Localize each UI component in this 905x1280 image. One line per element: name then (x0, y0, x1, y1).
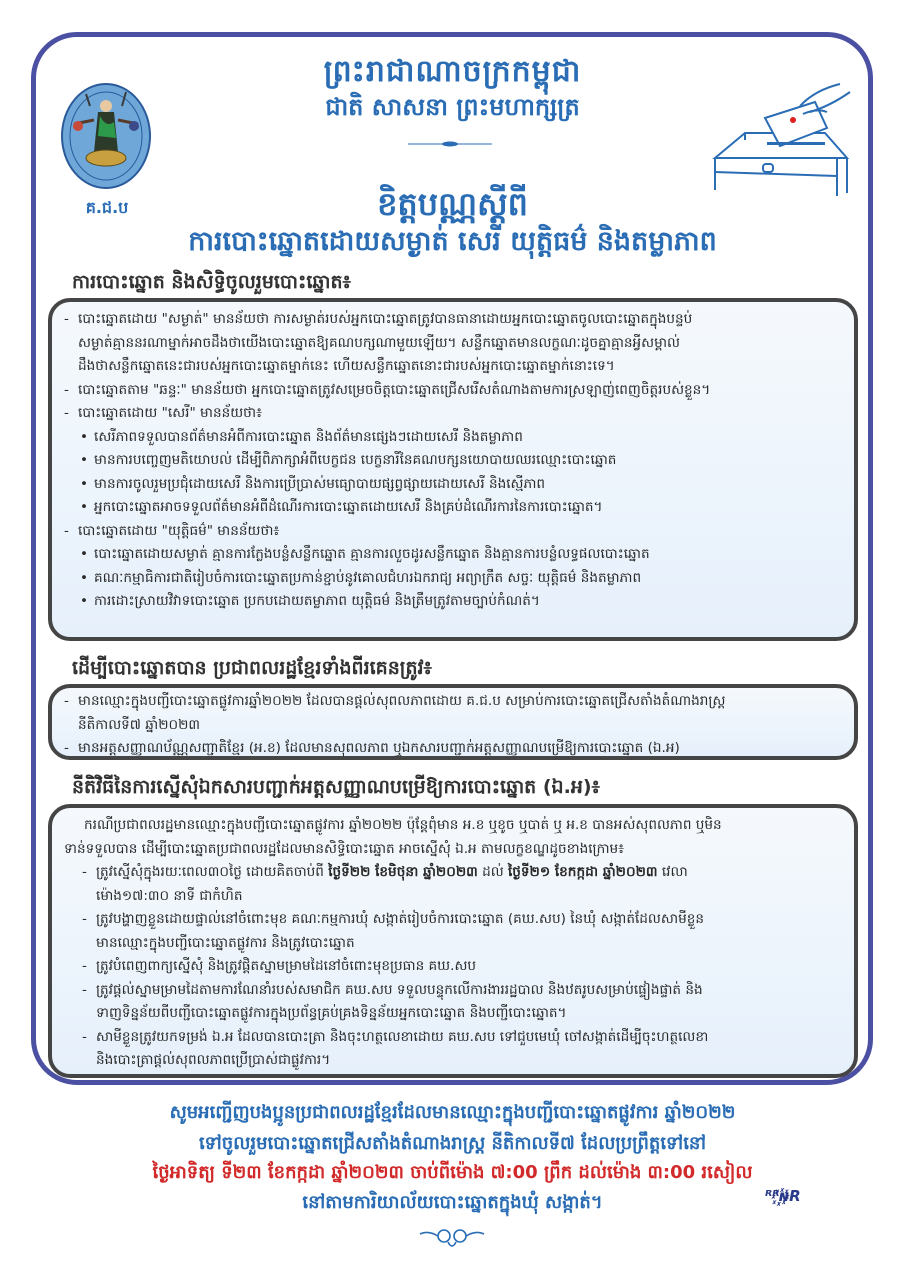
list-item: - ត្រូវបង្ហាញខ្លួនដោយផ្ទាល់នៅចំពោះមុខ គណៈកម្មការឃុំ សង្កាត់រៀបចំការបោះឆ្នោត (គឃ.សប) នៃឃុំ សង្កាត់ដែលសាមីខ្លួន (82, 911, 704, 927)
footer-election-date: ថ្ងៃអាទិត្យ ទី២៣ ខែកក្កដា ឆ្នាំ២០២៣ ចាប់ពីម៉ោង ៧:00 ព្រឹក ដល់ម៉ោង ៣:00 រសៀល (152, 1162, 753, 1183)
list-item: - បោះឆ្នោតតាម "ឆន្ទៈ" មានន័យថា អ្នកបោះឆ្នោតត្រូវសម្រេចចិត្តបោះឆ្នោតជ្រើសរើសតំណាងតាមការស្រឡាញ់ពេញចិត្តរបស់ខ្លួន។ (64, 381, 711, 398)
list-item-continued: ដឹងថាសន្លឹកឆ្នោតនេះជារបស់អ្នកបោះឆ្នោតម្នាក់នេះ ហើយសន្លឹកឆ្នោតនោះជារបស់អ្នកបោះឆ្នោតម្នាក់នោះទេ។ (78, 358, 615, 374)
bullet-item: • មានការចូលរួមប្រជុំដោយសេរី និងការប្រើប្រាស់មធ្យោបាយផ្សព្វផ្សាយដោយសេរី និងស្មើភាព (64, 473, 840, 497)
id-procedure-box (48, 804, 858, 1078)
logo-caption: គ.ជ.ប (85, 198, 129, 217)
document-subtitle: ការបោះឆ្នោតដោយសម្ងាត់ សេរី យុត្តិធម៌ និងតម្លាភាព (188, 226, 717, 257)
list-item: - ត្រូវបំពេញពាក្យស្នើសុំ និងត្រូវផ្តិតស្នាមម្រាមដៃនៅចំពោះមុខប្រធាន គឃ.សប (82, 958, 477, 974)
list-item-continued: មានឈ្មោះក្នុងបញ្ជីបោះឆ្នោតផ្លូវការ និងត្រូវបោះឆ្នោត (96, 934, 355, 951)
signature-mark: ᴿᴿ꙰ɴR (765, 1187, 801, 1205)
footer-location: នៅតាមការិយាល័យបោះឆ្នោតក្នុងឃុំ សង្កាត់។ (302, 1192, 603, 1213)
list-item: - ត្រូវស្នើសុំក្នុងរយៈពេល៣០ថ្ងៃ ដោយគិតចាប់ពី ថ្ងៃទី២២ ខែមិថុនា ឆ្នាំ២០២៣ ដល់ ថ្ងៃទី២១ ខែកក្កដា ឆ្នាំ២០២៣ វេលា (82, 864, 688, 880)
voter-requirements-box (48, 684, 858, 760)
kingdom-title: ព្រះរាជាណាចក្រកម្ពុជា (323, 54, 582, 89)
bullet-item: • អ្នកបោះឆ្នោតអាចទទួលព័ត៌មានអំពីដំណើរការបោះឆ្នោតដោយសេរី និងគ្រប់ដំណើរការនៃការបោះឆ្នោត។ (64, 496, 840, 520)
list-item-continued: ម៉ោង១៧:៣០ នាទី ជាកំហិត (96, 887, 243, 904)
start-date: ថ្ងៃទី២២ ខែមិថុនា ឆ្នាំ២០២៣ (328, 864, 478, 880)
document-title: ខិត្តបណ្ណស្តីពី (377, 185, 528, 223)
list-item-continued: នីតិកាលទី៧ ឆ្នាំ២០២៣ (78, 716, 201, 733)
bullet-item: • គណៈកម្មាធិការជាតិរៀបចំការបោះឆ្នោតប្រកាន់ខ្ជាប់នូវគោលជំហរឯករាជ្យ អព្យាក្រឹត សច្ចៈ យុត្តិធម៌ និងតម្លាភាព (64, 567, 840, 591)
section-heading-voter-requirements: ដើម្បីបោះឆ្នោតបាន ប្រជាពលរដ្ឋខ្មែរទាំងពីរគេនត្រូវ៖ (72, 657, 432, 679)
bullet-item: • ការដោះស្រាយវិវាទបោះឆ្នោត ប្រកបដោយតម្លាភាព យុត្តិធម៌ និងត្រឹមត្រូវតាមច្បាប់កំណត់។ (64, 590, 840, 614)
footer-election-info: ទៅចូលរួមបោះឆ្នោតជ្រើសតាំងតំណាងរាស្រ្ត នីតិកាលទី៧ ដែលប្រព្រឹត្តទៅនៅ (198, 1133, 707, 1154)
list-item-continued: សម្ងាត់គ្មាននរណាម្នាក់អាចដឹងថាយើងបោះឆ្នោតឱ្យគណបក្សណាមួយឡើយ។ សន្លឹកឆ្នោតមានលក្ខណៈដូចគ្នាគ្មានអ្វីសម្គាល់ (78, 334, 681, 351)
list-item: - មានអត្តសញ្ញាណប័ណ្ណសញ្ជាតិខ្មែរ (អ.ខ) ដែលមានសុពលភាព ឬឯកសារបញ្ជាក់អត្តសញ្ញាណបម្រើឱ្យការបោះឆ្នោត (ឯ.អ) (64, 740, 680, 756)
section-heading-id-procedure: នីតិវិធីនៃការស្នើសុំឯកសារបញ្ជាក់អត្តសញ្ញាណបម្រើឱ្យការបោះឆ្នោត (ឯ.អ)៖ (72, 776, 600, 798)
ballot-box-icon (705, 78, 855, 203)
bullet-item: • មានការបញ្ចេញមតិយោបល់ ដើម្បីពិភាក្សាអំពីបេក្ខជន បេក្ខនារីនៃគណបក្សនយោបាយឈរឈ្មោះបោះឆ្នោត (64, 449, 840, 473)
ornament-flourish-icon (418, 1226, 486, 1250)
list-item: - បោះឆ្នោតដោយ "យុត្តិធម៌" មានន័យថា៖ (64, 522, 280, 539)
intro-text: ករណីប្រជាពលរដ្ឋមានឈ្មោះក្នុងបញ្ជីបោះឆ្នោតផ្លូវការ ឆ្នាំ២០២២ ប៉ុន្តែពុំមាន អ.ខ ឬខូច ឬបាត់ ឬ អ.ខ បានអស់សុពលភាព ឬមិន (84, 817, 722, 833)
section-heading-voting-rights: ការបោះឆ្នោត និងសិទ្ធិចូលរួមបោះឆ្នោត៖ (72, 271, 351, 293)
list-item: - សាមីខ្លួនត្រូវយកទម្រង់ ឯ.អ ដែលបានបោះត្រា និងចុះហត្ថលេខាដោយ គឃ.សប ទៅជួបមេឃុំ ចៅសង្កាត់ដើម្បីចុះហត្ថលេខា (82, 1028, 709, 1045)
list-item: - បោះឆ្នោតដោយ "សេរី" មានន័យថា៖ (64, 405, 263, 421)
end-date: ថ្ងៃទី២១ ខែកក្កដា ឆ្នាំ២០២៣ (507, 864, 658, 880)
footer-invitation: សូមអញ្ជើញបងប្អូនប្រជាពលរដ្ឋខ្មែរដែលមានឈ្មោះក្នុងបញ្ជីបោះឆ្នោតផ្លូវការ ឆ្នាំ២០២២ (169, 1102, 736, 1123)
bullet-item: • បោះឆ្នោតដោយសម្ងាត់ គ្មានការក្លែងបន្លំសន្លឹកឆ្នោត គ្មានការលួចដូរសន្លឹកឆ្នោត និងគ្មានការបន្លំលទ្ធផលបោះឆ្នោត (64, 543, 840, 567)
list-item: - ត្រូវផ្តល់ស្នាមម្រាមដៃតាមការណែនាំរបស់សមាជិក គឃ.សប ទទួលបន្ទុកលើការងាររដ្ឋបាល និងឋតរូបសម្រាប់ផ្ទៀងផ្ទាត់ និង (82, 981, 703, 998)
ornament-divider-icon (408, 141, 492, 147)
list-item-continued: និងបោះត្រាផ្តល់សុពលភាពប្រើប្រាស់ជាផ្លូវការ។ (96, 1052, 331, 1068)
list-item: - បោះឆ្នោតដោយ "សម្ងាត់" មានន័យថា ការសម្ងាត់របស់អ្នកបោះឆ្នោតត្រូវបានធានាដោយអ្នកបោះឆ្នោតចូលបោះឆ្នោតក្នុងបន្ទប់ (64, 311, 693, 327)
list-item-continued: ទាញទិន្នន័យពីបញ្ជីបោះឆ្នោតផ្លូវការក្នុងប្រព័ន្ធគ្រប់គ្រងទិន្នន័យអ្នកបោះឆ្នោត និងបញ្ជីបោះឆ្នោត។ (96, 1005, 567, 1021)
list-item: - មានឈ្មោះក្នុងបញ្ជីបោះឆ្នោតផ្លូវការឆ្នាំ២០២២ ដែលបានផ្តល់សុពលភាពដោយ គ.ជ.ប សម្រាប់ការបោះឆ្នោតជ្រើសតាំងតំណាងរាស្រ្ត (64, 693, 726, 709)
national-motto: ជាតិ សាសនា ព្រះមហាក្សត្រ (325, 93, 580, 121)
intro-text-continued: ទាន់ទទួលបាន ដើម្បីបោះឆ្នោតប្រជាពលរដ្ឋដែលមានសិទ្ធិបោះឆ្នោត អាចស្នើសុំ ឯ.អ តាមលក្ខខណ្ឌដូចខាងក្រោម៖ (64, 840, 625, 857)
bullet-item: • សេរីភាពទទួលបានព័ត៌មានអំពីការបោះឆ្នោត និងព័ត៌មានផ្សេងៗដោយសេរី និងតម្លាភាព (64, 426, 840, 450)
voting-rights-box (48, 298, 858, 641)
